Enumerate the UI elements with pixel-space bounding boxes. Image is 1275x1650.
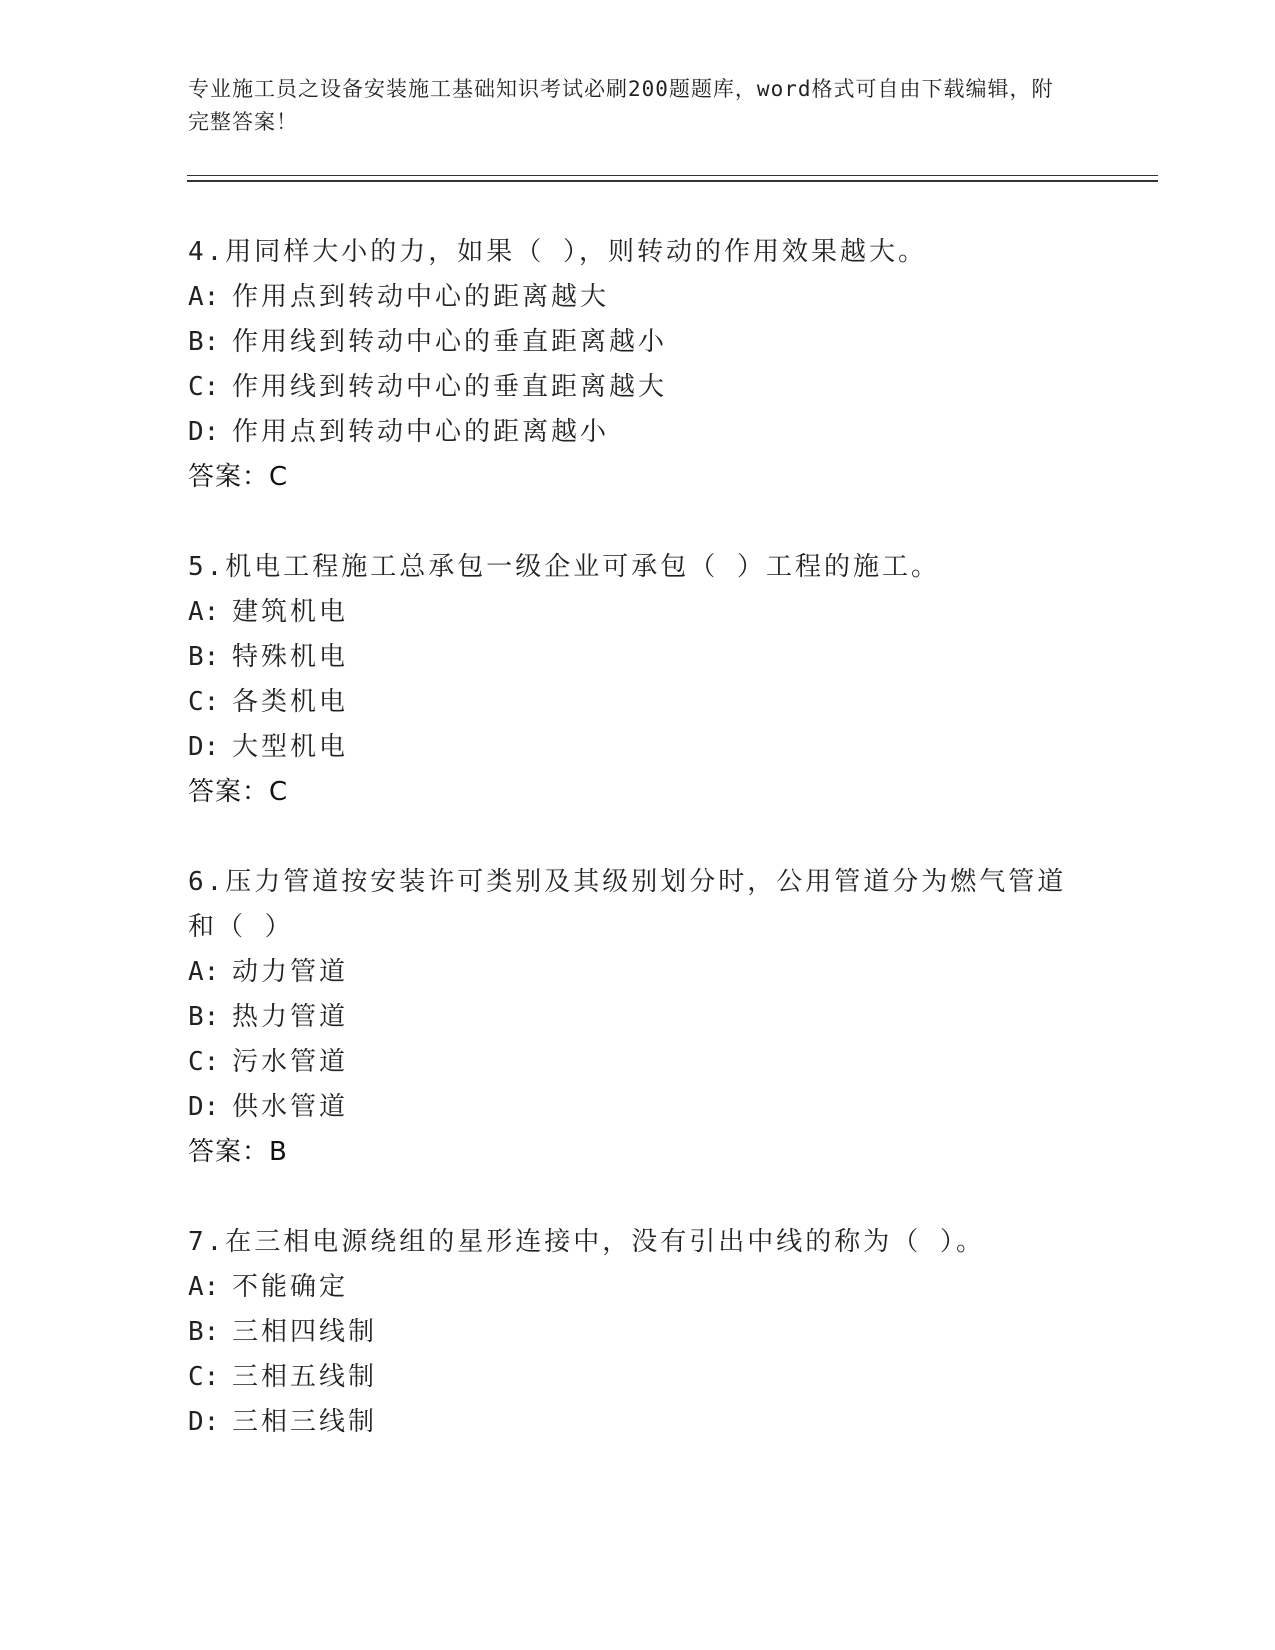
option-text: 作用点到转动中心的距离越小 xyxy=(232,417,610,447)
question-stem: 5.机电工程施工总承包一级企业可承包（ ）工程的施工。 xyxy=(188,552,940,582)
option-label: C: xyxy=(188,372,220,402)
option-a xyxy=(188,1265,348,1310)
option-b xyxy=(188,995,348,1040)
option-text: 供水管道 xyxy=(232,1092,349,1122)
option-b xyxy=(188,635,348,680)
option-d xyxy=(188,1085,348,1130)
option-d xyxy=(188,410,609,455)
option-c xyxy=(188,1040,348,1085)
option-label: B: xyxy=(188,1317,220,1347)
option-label: D: xyxy=(188,1407,220,1437)
option-text: 不能确定 xyxy=(232,1272,349,1302)
answer-line: 答案：C xyxy=(188,462,289,492)
option-text: 三相四线制 xyxy=(232,1317,378,1347)
option-c xyxy=(188,365,667,410)
option-text: 三相五线制 xyxy=(232,1362,378,1392)
option-label: A: xyxy=(188,597,220,627)
header-divider-bottom xyxy=(187,180,1158,182)
option-text: 三相三线制 xyxy=(232,1407,378,1437)
option-label: A: xyxy=(188,282,220,312)
option-text: 作用线到转动中心的垂直距离越小 xyxy=(232,327,668,357)
option-label: C: xyxy=(188,687,220,717)
option-d xyxy=(188,1400,377,1445)
option-text: 热力管道 xyxy=(232,1002,349,1032)
option-a xyxy=(188,275,609,320)
option-b xyxy=(188,320,667,365)
option-label: A: xyxy=(188,1272,220,1302)
answer-line: 答案：B xyxy=(188,1137,288,1167)
option-label: A: xyxy=(188,957,220,987)
option-c xyxy=(188,680,348,725)
question-stem: 4.用同样大小的力，如果（ ），则转动的作用效果越大。 xyxy=(188,237,927,267)
option-text: 作用点到转动中心的距离越大 xyxy=(232,282,610,312)
option-text: 大型机电 xyxy=(232,732,349,762)
option-c xyxy=(188,1355,377,1400)
option-label: B: xyxy=(188,1002,220,1032)
option-label: C: xyxy=(188,1362,220,1392)
option-a xyxy=(188,950,348,995)
option-text: 特殊机电 xyxy=(232,642,349,672)
option-label: B: xyxy=(188,327,220,357)
option-text: 建筑机电 xyxy=(232,597,349,627)
document-header: 专业施工员之设备安装施工基础知识考试必刷200题题库，word格式可自由下载编辑，附完整答案！ xyxy=(188,77,1054,134)
option-text: 作用线到转动中心的垂直距离越大 xyxy=(232,372,668,402)
option-label: D: xyxy=(188,1092,220,1122)
answer-line: 答案：C xyxy=(188,777,289,807)
question-stem: 7.在三相电源绕组的星形连接中，没有引出中线的称为（ ）。 xyxy=(188,1227,985,1257)
question-stem: 6.压力管道按安装许可类别及其级别划分时，公用管道分为燃气管道和（ ） xyxy=(188,867,1067,942)
option-text: 污水管道 xyxy=(232,1047,349,1077)
option-label: D: xyxy=(188,732,220,762)
option-a xyxy=(188,590,348,635)
option-d xyxy=(188,725,348,770)
header-divider-top xyxy=(187,175,1158,176)
option-b xyxy=(188,1310,377,1355)
option-label: C: xyxy=(188,1047,220,1077)
option-text: 动力管道 xyxy=(232,957,349,987)
option-label: B: xyxy=(188,642,220,672)
option-label: D: xyxy=(188,417,220,447)
option-text: 各类机电 xyxy=(232,687,349,717)
